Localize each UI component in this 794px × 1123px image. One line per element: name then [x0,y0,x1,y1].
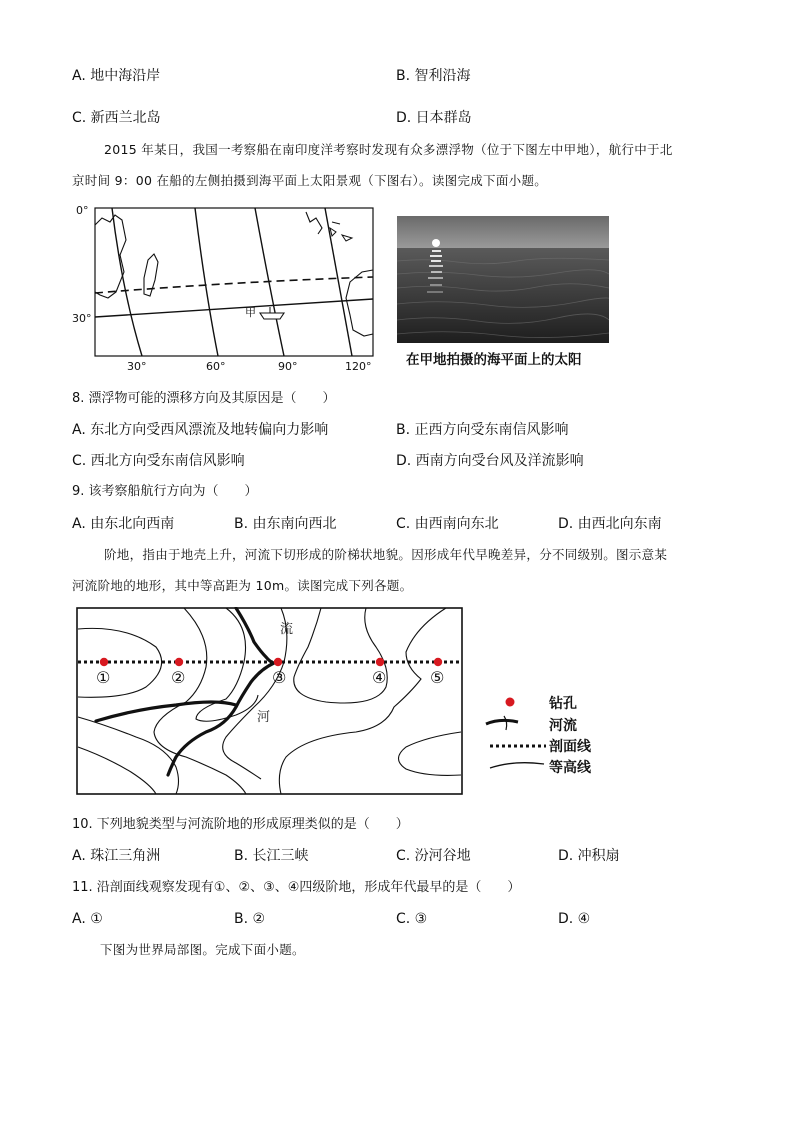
lat-label-30: 30° [72,312,92,325]
diagram-legend-symbols [484,692,554,782]
q9-option-a: A. 由东北向西南 [72,516,175,532]
borehole-5 [434,658,442,666]
q11-option-c: C. ③ [396,911,428,927]
photo-sky [397,216,609,248]
q7-option-c: C. 新西兰北岛 [72,110,161,126]
legend-contour-label: 等高线 [549,760,591,776]
borehole-4 [376,658,384,666]
q8-option-d: D. 西南方向受台风及洋流影响 [396,453,584,469]
ship-icon [260,313,284,319]
passage2-line2: 河流阶地的地形，其中等高距为 10m。读图完成下列各题。 [72,578,413,593]
q8-option-c: C. 西北方向受东南信风影响 [72,453,245,469]
marker-label-5: ⑤ [430,668,445,687]
q7-option-b: B. 智利沿海 [396,68,471,84]
legend-river-label: 河流 [549,718,577,734]
lon-label-60: 60° [206,360,226,373]
river-label-top: 流 [280,622,294,637]
q9-option-d: D. 由西北向东南 [558,516,662,532]
passage2-line1: 阶地，指由于地壳上升，河流下切形成的阶梯状地貌。因形成年代早晚差异，分不同级别。图示意某 [104,547,668,562]
q8-stem: 8. 漂浮物可能的漂移方向及其原因是（ ） [72,391,336,406]
q8-option-a: A. 东北方向受西风漂流及地转偏向力影响 [72,422,329,438]
q7-option-a: A. 地中海沿岸 [72,68,161,84]
q10-option-c: C. 汾河谷地 [396,848,471,864]
q10-stem: 10. 下列地貌类型与河流阶地的形成原理类似的是（ ） [72,817,409,832]
legend-borehole-label: 钻孔 [549,696,577,712]
legend-river-icon [486,720,518,724]
borehole-3 [274,658,282,666]
photo-sea [397,248,609,343]
legend-borehole-icon [506,698,515,707]
borehole-2 [175,658,183,666]
marker-label-4: ④ [372,668,387,687]
q10-option-d: D. 冲积扇 [558,848,620,864]
q9-stem: 9. 该考察船航行方向为（ ） [72,484,258,499]
q11-option-d: D. ④ [558,911,591,927]
marker-label-2: ② [171,668,186,687]
marker-label-1: ① [96,668,111,687]
photo-caption: 在甲地拍摄的海平面上的太阳 [406,352,582,368]
marker-label-3: ③ [272,668,287,687]
q11-option-a: A. ① [72,911,103,927]
sea-sun-photo [397,216,609,343]
q11-stem: 11. 沿剖面线观察发现有①、②、③、④四级阶地，形成年代最早的是（ ） [72,880,521,895]
point-jia-label: 甲 [245,306,256,319]
indian-ocean-map [70,200,380,375]
q11-option-b: B. ② [234,911,266,927]
q10-option-a: A. 珠江三角洲 [72,848,161,864]
legend-contour-icon [490,763,544,768]
q9-option-c: C. 由西南向东北 [396,516,499,532]
passage1-line1: 2015 年某日，我国一考察船在南印度洋考察时发现有众多漂浮物（位于下图左中甲地），航行中于北 [104,142,673,157]
legend-river-bank [504,716,507,730]
q9-option-b: B. 由东南向西北 [234,516,337,532]
closing-instruction: 下图为世界局部图。完成下面小题。 [100,942,305,957]
lon-label-30: 30° [127,360,147,373]
q10-option-b: B. 长江三峡 [234,848,309,864]
borehole-1 [100,658,108,666]
q8-option-b: B. 正西方向受东南信风影响 [396,422,569,438]
sun-icon [432,239,440,247]
lon-label-90: 90° [278,360,298,373]
legend-section-label: 剖面线 [549,739,591,755]
lat-label-0: 0° [76,204,89,217]
river-terrace-diagram [76,607,466,799]
q7-option-d: D. 日本群岛 [396,110,472,126]
passage1-line2: 京时间 9：00 在船的左侧拍摄到海平面上太阳景观（下图右）。读图完成下面小题。 [72,173,548,188]
river-label-mid: 河 [257,710,271,725]
map-frame [95,208,373,356]
lon-label-120: 120° [345,360,372,373]
